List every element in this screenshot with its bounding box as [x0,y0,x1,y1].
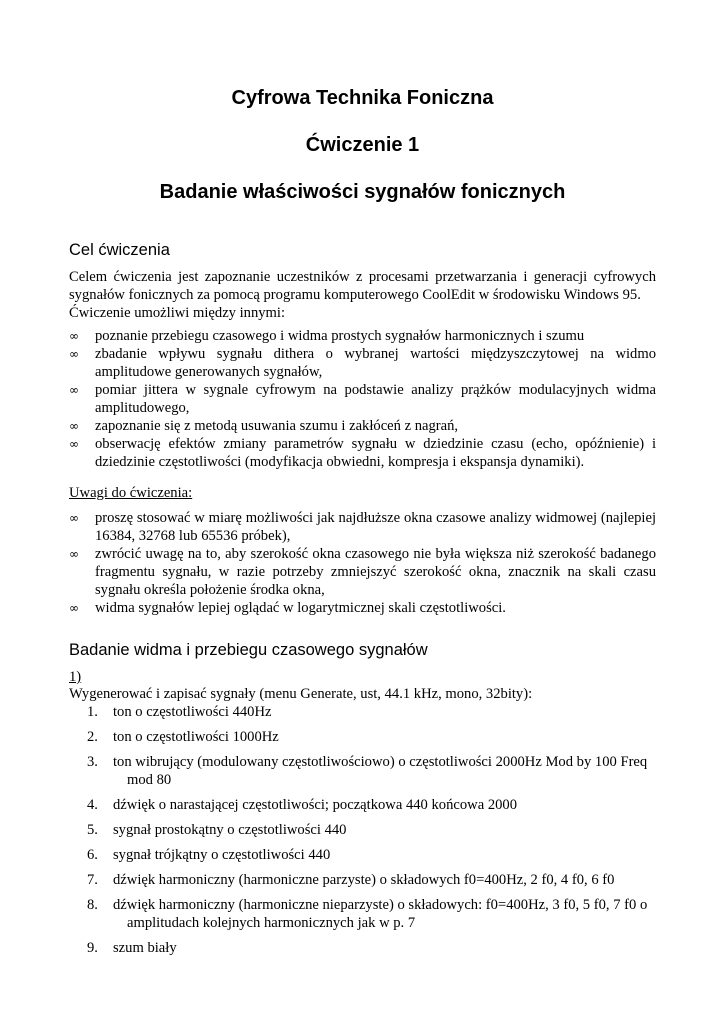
infinity-bullet-icon: ∞ [69,329,79,343]
notes-list [69,509,656,617]
list-item: 9. szum biały [87,940,177,956]
instruction-text: Wygenerować i zapisać sygnały (menu Generate, ust, 44.1 kHz, mono, 32bity): [69,686,533,702]
infinity-bullet-icon: ∞ [69,383,79,397]
notes-heading: Uwagi do ćwiczenia: [69,485,193,501]
exercise-number: Ćwiczenie 1 [305,134,420,156]
list-item: 5. sygnał prostokątny o częstotliwości 440 [87,822,347,838]
infinity-bullet-icon: ∞ [69,419,79,433]
list-item: ∞ zapoznanie się z metodą usuwania szumu i zakłóceń z nagrań, [69,418,459,434]
list-item: 8. dźwięk harmoniczny (harmoniczne nieparzyste) o składowych: f0=400Hz, 3 f0, 5 f0, 7 f0 o amplitudach kolejnych harmonicznych jak w p. 7 [87,897,648,931]
list-item: ∞ widma sygnałów lepiej oglądać w logarytmicznej skali częstotliwości. [69,600,506,616]
section-heading-goal: Cel ćwiczenia [69,241,170,259]
list-item: 4. dźwięk o narastającej częstotliwości; początkowa 440 końcowa 2000 [87,797,518,813]
list-item: ∞ proszę stosować w miarę możliwości jak najdłuższe okna czasowe analizy widmowej (najlepiej 16384, 32768 lub 65536 próbek), [69,510,656,544]
infinity-bullet-icon: ∞ [69,547,79,561]
infinity-bullet-icon: ∞ [69,601,79,615]
document-title: Cyfrowa Technika Foniczna [231,87,494,109]
exercise-title: Badanie właściwości sygnałów fonicznych [159,181,566,203]
list-item: ∞ zbadanie wpływu sygnału dithera o wybranej wartości międzyszczytowej na widmo amplitudowe generowanych sygnałów, [69,346,656,380]
intro-paragraph [69,268,656,322]
infinity-bullet-icon: ∞ [69,347,79,361]
step-label: 1) [69,669,82,685]
list-item: 1. ton o częstotliwości 440Hz [87,704,272,720]
infinity-bullet-icon: ∞ [69,511,79,525]
list-item: 6. sygnał trójkątny o częstotliwości 440 [87,847,331,863]
list-item: ∞ poznanie przebiegu czasowego i widma prostych sygnałów harmonicznych i szumu [69,328,585,344]
list-item: 3. ton wibrujący (modulowany częstotliwościowo) o częstotliwości 2000Hz Mod by 100 Freq mod 80 [87,754,648,788]
intro-text: Celem ćwiczenia jest zapoznanie uczestników z procesami przetwarzania i generacji cyfrowych sygnałów fonicznych za pomocą programu komputerowego CoolEdit w środowisku Windows 95. [69,269,656,303]
goals-list [69,327,656,471]
list-item: 2. ton o częstotliwości 1000Hz [87,729,279,745]
list-item: 7. dźwięk harmoniczny (harmoniczne parzyste) o składowych f0=400Hz, 2 f0, 4 f0, 6 f0 [87,872,615,888]
list-item: ∞ pomiar jittera w sygnale cyfrowym na podstawie analizy prążków modulacyjnych widma amplitudowego, [69,382,656,416]
signals-list [87,703,656,964]
infinity-bullet-icon: ∞ [69,437,79,451]
list-item: ∞ zwrócić uwagę na to, aby szerokość okna czasowego nie była większa niż szerokość badanego fragmentu sygnału, w razie potrzeby zmniejszyć szerokość okna, znacznik na skali czasu sygnału określa położenie środka okna, [69,546,656,598]
intro-text-cont: Ćwiczenie umożliwi między innymi: [69,305,286,321]
section-heading-spectrum: Badanie widma i przebiegu czasowego sygnałów [69,641,428,659]
list-item: ∞ obserwację efektów zmiany parametrów sygnału w dziedzinie czasu (echo, opóźnienie) i dziedzinie częstotliwości (modyfikacja obwiedni, kompresja i ekspansja dynamiki). [69,436,656,470]
